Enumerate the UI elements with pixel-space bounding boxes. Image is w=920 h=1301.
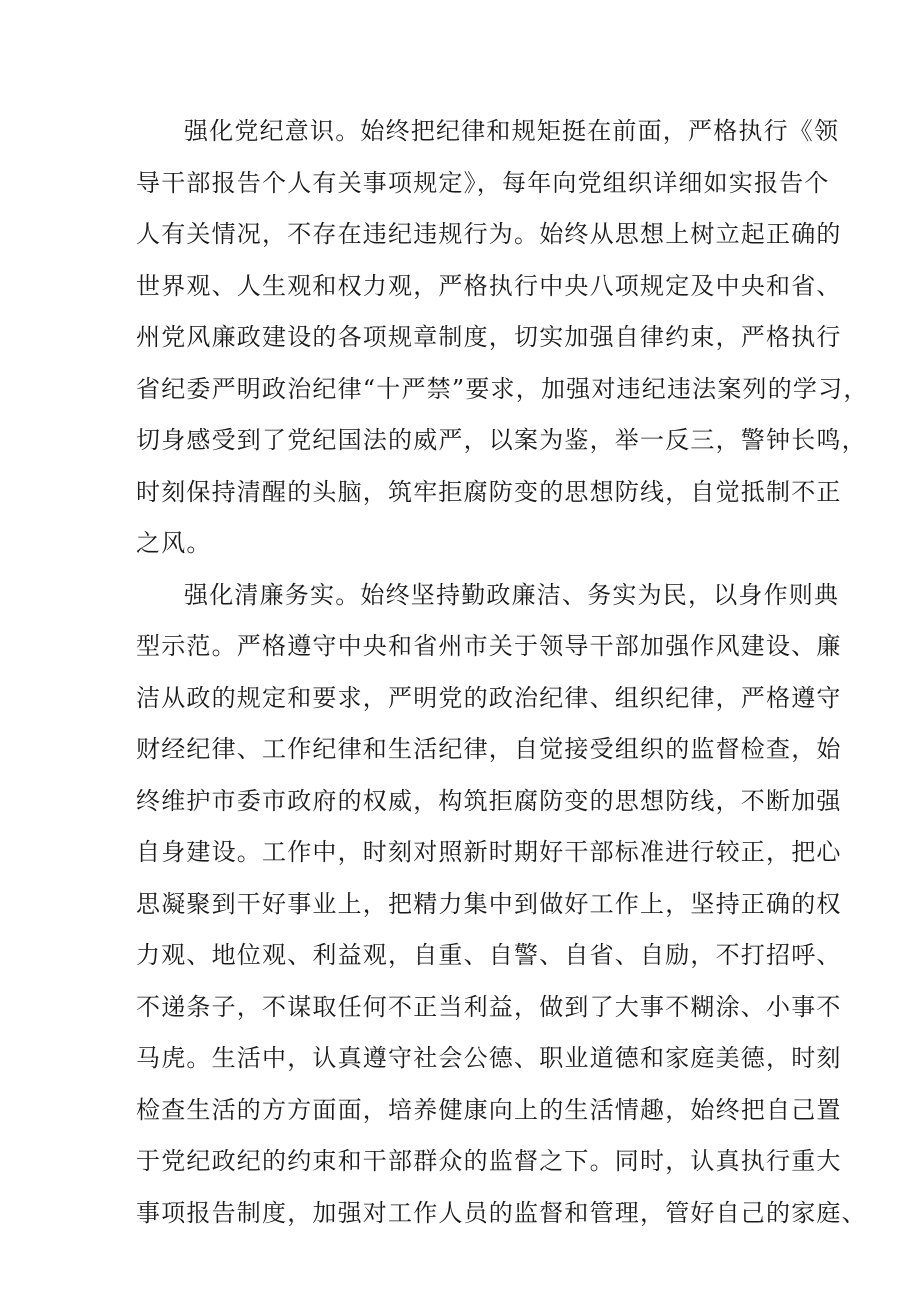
text-line: 思凝聚到干好事业上，把精力集中到做好工作上，坚持正确的权 — [136, 889, 842, 918]
text-line: 自身建设。工作中，时刻对照新时期好干部标准进行较正，把心 — [136, 838, 842, 866]
text-line: 之风。 — [136, 529, 212, 557]
text-line: 力观、地位观、利益观，自重、自警、自省、自励，不打招呼、 — [136, 941, 842, 969]
text-line: 州党风廉政建设的各项规章制度，切实加强自律约束，严格执行 — [136, 323, 842, 351]
text-line: 洁从政的规定和要求，严明党的政治纪律、组织纪律，严格遵守 — [136, 683, 842, 712]
text-line: 型示范。严格遵守中央和省州市关于领导干部加强作风建设、廉 — [136, 632, 842, 660]
text-line: 世界观、人生观和权力观，严格执行中央八项规定及中央和省、 — [136, 271, 842, 300]
text-line: 省纪委严明政治纪律“十严禁”要求，加强对违纪违法案列的学习， — [136, 374, 869, 403]
text-line: 检查生活的方方面面，培养健康向上的生活情趣，始终把自己置 — [136, 1095, 842, 1124]
text-line: 不递条子，不谋取任何不正当利益，做到了大事不糊涂、小事不 — [136, 992, 842, 1021]
text-line: 终维护市委市政府的权威，构筑拒腐防变的思想防线，不断加强 — [136, 786, 842, 815]
text-line: 强化清廉务实。始终坚持勤政廉洁、务实为民，以身作则典 — [184, 580, 840, 609]
text-line: 切身感受到了党纪国法的威严，以案为鉴，举一反三，警钟长鸣， — [136, 426, 867, 454]
text-line: 于党纪政纪的约束和干部群众的监督之下。同时，认真执行重大 — [136, 1147, 842, 1175]
text-line: 事项报告制度，加强对工作人员的监督和管理，管好自己的家庭、 — [136, 1198, 867, 1227]
text-line: 强化党纪意识。始终把纪律和规矩挺在前面，严格执行《领 — [184, 117, 840, 145]
text-line: 马虎。生活中，认真遵守社会公德、职业道德和家庭美德，时刻 — [136, 1044, 842, 1072]
text-line: 导干部报告个人有关事项规定》，每年向党组织详细如实报告个 — [136, 168, 830, 197]
text-line: 人有关情况，不存在违纪违规行为。始终从思想上树立起正确的 — [136, 220, 842, 248]
document-body — [136, 106, 869, 1239]
paragraph-clean-pragmatic — [136, 570, 867, 1240]
text-line: 时刻保持清醒的头脑，筑牢拒腐防变的思想防线，自觉抵制不正 — [136, 477, 842, 506]
text-line: 财经纪律、工作纪律和生活纪律，自觉接受组织的监督检查，始 — [136, 735, 842, 763]
paragraph-party-discipline — [136, 106, 869, 570]
